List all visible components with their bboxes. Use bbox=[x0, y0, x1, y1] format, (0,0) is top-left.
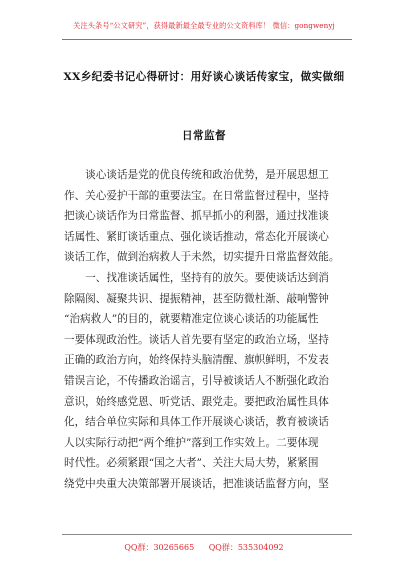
header-divider bbox=[62, 39, 352, 40]
body-line: 把谈心谈话作为日常监督、抓早抓小的利器，通过找准谈 bbox=[64, 210, 329, 223]
body-line: 化，结合单位实际和具体工作开展谈心谈话，教育被谈话 bbox=[64, 416, 329, 429]
body-line: 作、关心爱护干部的重要法宝。在日常监督过程中，坚持 bbox=[64, 189, 329, 202]
footer bbox=[0, 542, 408, 553]
document-title-line-2: 日常监督 bbox=[182, 130, 226, 142]
body-line: “治病救人”的目的，就要精准定位谈心谈话的功能属性 bbox=[64, 313, 319, 326]
body-line: 时代性。必须紧跟“国之大者”、关注大局大势，紧紧围 bbox=[64, 457, 319, 470]
document-title-line-1: XX乡纪委书记心得研讨：用好谈心谈话传家宝，做实做细 bbox=[63, 71, 345, 83]
body-line: 人以实际行动把“两个维护”落到工作实效上。二要体现 bbox=[64, 436, 319, 449]
footer-divider bbox=[62, 534, 352, 535]
body-line: 错误言论，不传播政治谣言，引导被谈话人不断强化政治 bbox=[64, 375, 329, 387]
footer-qq-group-1: QQ群：30265665 bbox=[124, 543, 195, 552]
body-line: 除隔阂、凝聚共识、提振精神，甚至防微杜渐、敲响警钟 bbox=[64, 292, 329, 305]
header-banner: 关注头条号“公文研究”，获得最新最全最专业的公文资料库！ 微信：gongwenyj bbox=[73, 21, 335, 30]
body-line: 话属性、紧盯谈话重点、强化谈话推动，常态化开展谈心 bbox=[64, 230, 329, 243]
footer-qq-group-2: QQ群：535304092 bbox=[208, 543, 284, 552]
body-line: 一要体现政治性。谈话人首先要有坚定的政治立场，坚持 bbox=[64, 333, 329, 346]
body-line: 一、找准谈话属性，坚持有的放矢。要使谈话达到消 bbox=[64, 272, 329, 284]
body-line: 谈心谈话是党的优良传统和政治优势，是开展思想工 bbox=[64, 169, 329, 181]
body-line: 意识，始终感党恩、听党话、跟党走。要把政治属性具体 bbox=[64, 395, 329, 408]
body-line: 正确的政治方向，始终保持头脑清醒、旗帜鲜明，不发表 bbox=[64, 354, 329, 367]
body-line: 谈话工作，做到治病救人于未然，切实提升日常监督效能。 bbox=[64, 251, 340, 264]
body-line: 绕党中央重大决策部署开展谈话，把准谈话监督方向，坚 bbox=[64, 478, 329, 490]
